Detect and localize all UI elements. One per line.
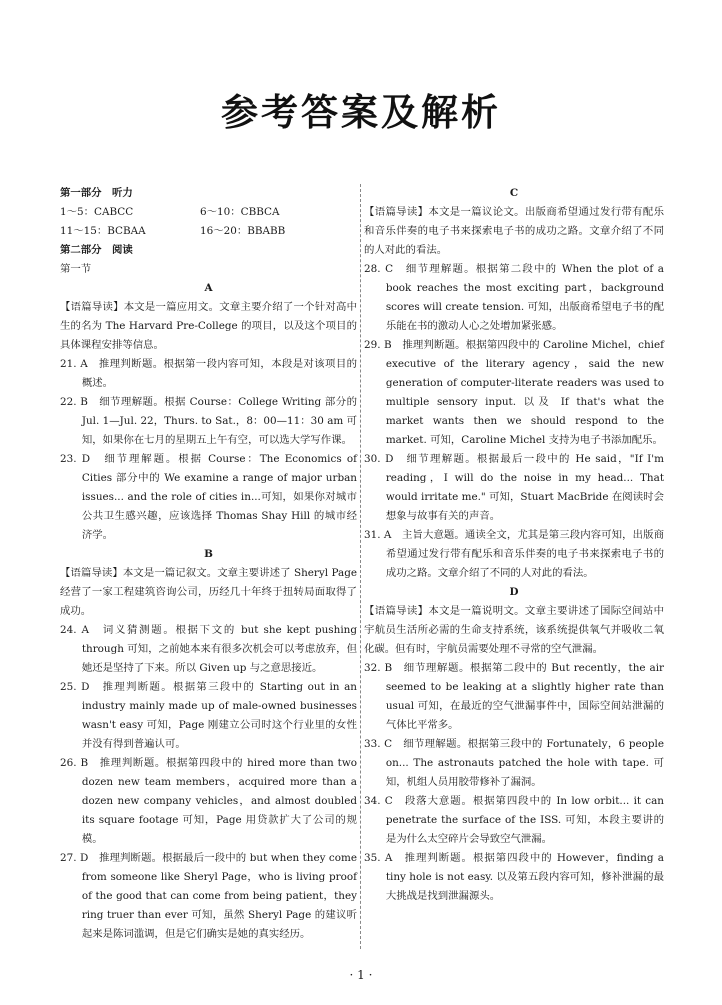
answer-16-20: 16～20：BBABB (200, 225, 286, 237)
page-title: 参考答案及解析 (221, 91, 501, 134)
answer-item-35: 35. A 推理判断题。根据第四段中的 However，finding a tiny hole is not easy. 以及第五段内容可知，修补泄漏的最大挑战是找到泄漏源头。 (364, 852, 664, 902)
answer-item-30: 30. D 细节理解题。根据最后一段中的 He said，"If I'm reading，I will do the noise in my head... That would irritate me." 可知，Stuart MacBride 在阅读时会想象与故事有关的声音。 (364, 453, 664, 522)
answer-item-22: 22. B 细节理解题。根据 Course：College Writing 部分的 Jul. 1—Jul. 22，Thurs. to Sat.，8：00—11：30 am 可知，如果你在七月的星期五上午有空，可以选大学写作课。 (60, 396, 357, 446)
passage-d-heading: D (509, 586, 519, 598)
passage-b-heading: B (204, 548, 213, 560)
answer-item-31: 31. A 主旨大意题。通读全文，尤其是第三段内容可知，出版商希望通过发行带有配乐和音乐伴奏的电子书来探索电子书的成功之路。文章介绍了不同的人对此的看法。 (364, 529, 664, 579)
answer-item-27: 27. D 推理判断题。根据最后一段中的 but when they come from someone like Sheryl Page，who is living proof of the good that can come from being patient，they ring truer than ever 可知，虽然 Sheryl Page 的建议听起来是陈词滥调，但是它们确实是她的真实经历。 (60, 852, 357, 940)
answer-item-23: 23. D 细节理解题。根据 Course：The Economics of Cities 部分中的 We examine a range of major urban issues... and the role of cities in...可知，如果你对城市公共卫生感兴趣，应该选择 Thomas Shay Hill 的城市经济学。 (60, 453, 357, 541)
answer-6-10: 6～10：CBBCA (200, 206, 280, 218)
answer-item-29: 29. B 推理判断题。根据第四段中的 Caroline Michel，chief executive of the literary agency，said the new generation of computer-literate readers was used to multiple sensory input. 以及 If that's what the market wants then we should respond to the market. 可知，Caroline Michel 支持为电子书添加配乐。 (364, 339, 664, 446)
passage-d-intro: 【语篇导读】本文是一篇说明文。文章主要讲述了国际空间站中宇航员生活所必需的生命支持系统，该系统提供氧气并吸收二氧化碳。但有时，宇航员需要处理不寻常的空气泄漏。 (364, 605, 664, 655)
passage-a-intro: 【语篇导读】本文是一篇应用文。文章主要介绍了一个针对高中生的名为 The Harvard Pre-College 的项目，以及这个项目的具体课程安排等信息。 (60, 301, 357, 351)
column-divider (360, 184, 361, 949)
right-column (364, 184, 664, 906)
answer-item-32: 32. B 细节理解题。根据第二段中的 But recently，the air seemed to be leaking at a slightly higher rate than usual 可知，在最近的空气泄漏事件中，国际空间站泄漏的气体比平常多。 (364, 662, 664, 731)
part1-heading: 第一部分 听力 (60, 187, 133, 199)
section-heading: 第一节 (60, 263, 92, 275)
answer-item-28: 28. C 细节理解题。根据第二段中的 When the plot of a book reaches the most exciting part，background scores will create tension. 可知，出版商希望电子书的配乐能在书的激动人心之处增加紧张感。 (364, 263, 664, 332)
passage-c-intro: 【语篇导读】本文是一篇议论文。出版商希望通过发行带有配乐和音乐伴奏的电子书来探索电子书的成功之路。文章介绍了不同的人对此的看法。 (364, 206, 664, 256)
passage-a-heading: A (204, 282, 213, 294)
left-column (60, 184, 357, 944)
answer-item-26: 26. B 推理判断题。根据第四段中的 hired more than two dozen new team members，acquired more than a dozen new company vehicles，and almost doubled its square footage 可知，Page 用贷款扩大了公司的规模。 (60, 757, 357, 845)
answer-item-34: 34. C 段落大意题。根据第四段中的 In low orbit... it can penetrate the surface of the ISS. 可知，本段主要讲的是为什么太空碎片会导致空气泄漏。 (364, 795, 664, 845)
answer-1-5: 1～5：CABCC (60, 206, 134, 218)
answer-item-33: 33. C 细节理解题。根据第三段中的 Fortunately，6 people on... The astronauts patched the hole with tape. 可知，机组人员用胶带修补了漏洞。 (364, 738, 664, 788)
passage-b-intro: 【语篇导读】本文是一篇记叙文。文章主要讲述了 Sheryl Page 经营了一家工程建筑咨询公司，历经几十年终于扭转局面取得了成功。 (60, 567, 357, 617)
answer-11-15: 11～15：BCBAA (60, 225, 146, 237)
answer-item-21: 21. A 推理判断题。根据第一段内容可知，本段是对该项目的概述。 (60, 358, 357, 389)
answer-item-25: 25. D 推理判断题。根据第三段中的 Starting out in an industry mainly made up of male-owned businesses wasn't easy 可知，Page 刚建立公司时这个行业里的女性并没有得到普遍认可。 (60, 681, 357, 750)
passage-c-heading: C (509, 187, 519, 199)
listening-answers-row-1 (60, 203, 357, 222)
part2-heading: 第二部分 阅读 (60, 244, 133, 256)
listening-answers-row-2 (60, 222, 357, 241)
answer-item-24: 24. A 词义猜测题。根据下文的 but she kept pushing through 可知，之前她本来有很多次机会可以考虑放弃，但她还是坚持了下来。所以 Given up 与之意思接近。 (60, 624, 357, 674)
page-number: · 1 · (349, 968, 373, 982)
